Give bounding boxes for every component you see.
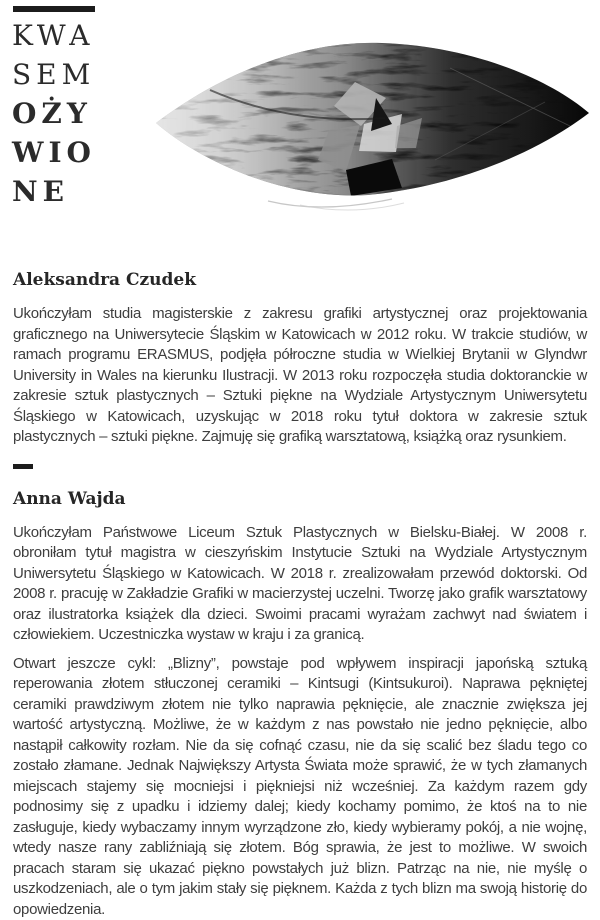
artist-statement-paragraph: Otwart jeszcze cykl: „Blizny”, powstaje pod wpływem inspiracji japońską sztuką reperowania złotem stłuczonej ceramiki – Kintsugi (Kintsukuroi). Naprawa pękniętej ceramiki prawdziwym złotem nie tylko naprawia pęknięcie, ale znacznie zwiększa jej wartość artystyczną. Możliwe, że w każdym z nas powstało nie jedno pęknięcie, albo nastąpił całkowity rozłam. Nie da się cofnąć czasu, nie da się scalić bez śladu tego co zostało złamane. Jednak Największy Artysta Świata może sprawić, że w tych złamanych miejscach stajemy się mocniejsi i piękniejsi niż wcześniej. Za każdym razem gdy podnosimy się z upadku i idziemy dalej; kiedy kochamy pomimo, że ktoś na to nie zasługuje, kiedy wybaczamy innym wyrządzone zło, kiedy wybieramy pokój, a nie wojnę, wtedy nasze rany zabliźniają się złotem. Bóg sprawia, że jest to możliwe. W swoich pracach staram się ukazać piękno powstałych już blizn. Patrząc na nie, nie myślę o uszkodzeniach, ale o tym jakim stały się pięknem. Każda z tych blizn ma swoją historię do opowiedzenia. bbox=[13, 654, 587, 920]
abstract-ink-artwork-image bbox=[150, 30, 595, 212]
artist-name-heading: Aleksandra Czudek bbox=[13, 270, 587, 290]
artist-bio-paragraph: Ukończyłam studia magisterskie z zakresu grafiki artystycznej oraz projektowania graficznego na Uniwersytecie Śląskim w Katowicach w 2012 roku. W trakcie studiów, w ramach programu ERASMUS, podjęła półroczne studia w Wielkiej Brytanii w Glyndwr University in Wales na kierunku Ilustracji. W 2013 roku rozpoczęła studia doktoranckie w zakresie sztuk plastycznych – Sztuki piękne na Wydziale Artystycznym Uniwersytetu Śląskiego w Katowicach, uzyskując w 2018 roku tytuł doktora w zakresie sztuk plastycznych – sztuki piękne. Zajmuję się grafiką warsztatową, książką oraz rysunkiem. bbox=[13, 304, 587, 448]
logo-line-4: WIO bbox=[12, 133, 96, 172]
artist-name-heading: Anna Wajda bbox=[13, 489, 587, 509]
logo-top-bar bbox=[13, 6, 95, 12]
section-divider-bar bbox=[13, 464, 33, 469]
page-header bbox=[0, 0, 600, 270]
logo-line-2: SEM bbox=[12, 55, 96, 94]
logo-line-5: NE bbox=[12, 172, 96, 211]
site-logo[interactable] bbox=[12, 16, 96, 211]
section-aleksandra-czudek bbox=[13, 270, 587, 448]
section-anna-wajda bbox=[13, 489, 587, 920]
content bbox=[0, 270, 600, 920]
logo-line-3: OŻY bbox=[12, 94, 96, 133]
artist-bio-paragraph: Ukończyłam Państwowe Liceum Sztuk Plastycznych w Bielsku-Białej. W 2008 r. obroniłam tytuł magistra w cieszyńskim Instytucie Sztuki na Wydziale Artystycznym Uniwersytetu Śląskiego w Katowicach. W 2018 r. zrealizowałam przewód doktorski. Od 2008 r. pracuję w Zakładzie Grafiki w macierzystej uczelni. Tworzę jako grafik warsztatowy oraz ilustratorka książek dla dzieci. Swoimi pracami wyrażam zachwyt nad światem i człowiekiem. Uczestniczka wystaw w kraju i za granicą. bbox=[13, 523, 587, 646]
logo-line-1: KWA bbox=[12, 16, 96, 55]
